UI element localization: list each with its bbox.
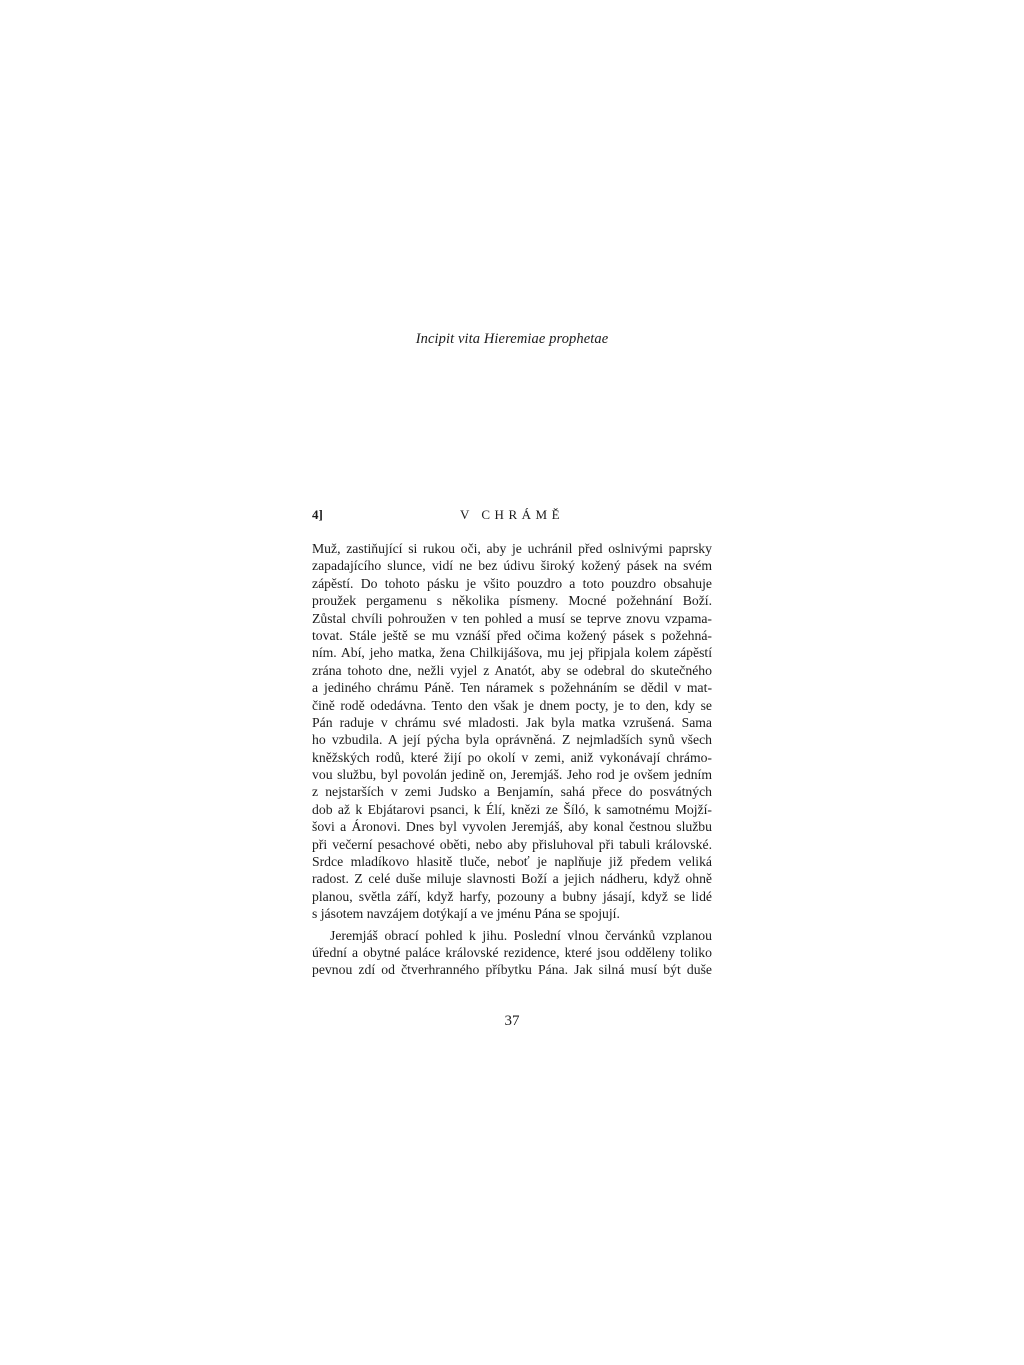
text-line: ho vzbudila. A její pýcha byla oprávněná. Z nejmladších synů všech bbox=[312, 732, 712, 748]
page-number: 37 bbox=[504, 1013, 520, 1029]
paragraph-2 bbox=[312, 927, 712, 979]
running-head: Incipit vita Hieremiae prophetae bbox=[415, 331, 609, 347]
text-line: s jásotem navzájem dotýkají a ve jménu Pána se spojují. bbox=[312, 906, 620, 922]
body-text bbox=[312, 540, 712, 979]
text-line: zrána tohoto dne, nežli vyjel z Anatót, aby se odebral do skutečného bbox=[312, 662, 712, 678]
text-line: při večerní pesachové oběti, nebo aby přisluhoval při tabuli královské. bbox=[312, 836, 712, 852]
text-line: Muž, zastiňující si rukou oči, aby je uchránil před oslnivými paprsky bbox=[312, 541, 712, 556]
text-line: ním. Abí, jeho matka, žena Chilkijášova, mu jej připjala kolem zápěstí bbox=[312, 645, 712, 661]
text-line: Pán raduje v chrámu své mladosti. Jak byla matka vzrušená. Sama bbox=[312, 714, 712, 730]
text-line: zapadajícího slunce, vidí ne bez údivu široký kožený pásek na svém bbox=[312, 558, 712, 574]
text-line: kněžských rodů, které žijí po okolí v zemi, aniž vykonávají chrámo- bbox=[312, 749, 712, 765]
text-line: vou službu, byl povolán jedině on, Jeremjáš. Jeho rod je ovšem jedním bbox=[312, 767, 712, 783]
text-line: pevnou zdí od čtverhranného příbytku Pána. Jak silná musí být duše bbox=[312, 962, 712, 978]
text-line: úřední a obytné paláce královské rezidence, které jsou odděleny toliko bbox=[312, 944, 712, 960]
text-line: radost. Z celé duše miluje slavnosti Boží a jejich nádheru, když ohně bbox=[312, 871, 712, 887]
text-line: Zůstal chvíli pohroužen v ten pohled a musí se teprve znovu vzpama- bbox=[312, 610, 712, 626]
text-line: Srdce mladíkovo hlasitě tluče, neboť je naplňuje již předem veliká bbox=[312, 854, 712, 870]
text-line: z nejstarších v zemi Judsko a Benjamín, sahá přece do posvátných bbox=[312, 784, 712, 800]
text-line: čině rodě odedávna. Tento den však je dnem pocty, je to den, kdy se bbox=[312, 697, 712, 713]
text-line: šovi a Áronovi. Dnes byl vyvolen Jeremjáš, aby konal čestnou službu bbox=[312, 819, 712, 835]
text-line: zápěstí. Do tohoto pásku je všito pouzdro a toto pouzdro obsahuje bbox=[312, 575, 712, 591]
chapter-number: 4] bbox=[312, 507, 323, 522]
chapter-title: V CHRÁMĚ bbox=[459, 507, 565, 522]
chapter-heading bbox=[312, 507, 712, 527]
text-line: a jediného chrámu Páně. Ten náramek s požehnáním se dědil v mat- bbox=[312, 680, 712, 696]
text-line: dob až k Ebjátarovi psanci, k Élí, knězi ze Šíló, k samotnému Mojží- bbox=[312, 801, 712, 817]
text-line: Jeremjáš obrací pohled k jihu. Poslední vlnou červánků vzplanou bbox=[330, 927, 712, 943]
paragraph-1 bbox=[312, 540, 712, 923]
text-line: proužek pergamenu s několika písmeny. Mocné požehnání Boží. bbox=[312, 593, 712, 609]
text-line: planou, světla září, když harfy, pozouny a bubny jásají, když se lidé bbox=[312, 888, 712, 904]
text-line: tovat. Stále ještě se mu vznáší před očima kožený pásek s požehná- bbox=[312, 627, 712, 643]
